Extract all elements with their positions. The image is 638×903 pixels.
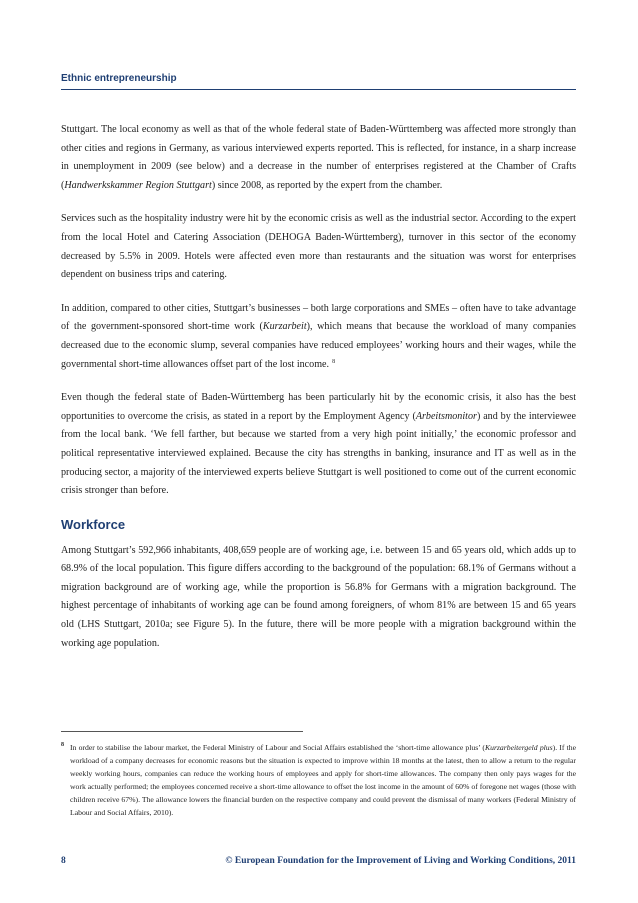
main-content: [61, 121, 576, 668]
paragraph-stuttgart-economy: Stuttgart. The local economy as well as that of the whole federal state of Baden-Württemberg was affected more strongly than other cities and regions in Germany, as various interviewed experts reported. This is reflected, for instance, in a sharp increase in unemployment in 2009 (see below) and a decrease in the number of enterprises registered at the Chamber of Crafts (Handwerkskammer Region Stuttgart) since 2008, as reported by the expert from the chamber.: [61, 124, 576, 191]
footnote: [61, 741, 576, 820]
running-header: [61, 68, 576, 90]
page-number: 8: [61, 856, 66, 866]
paragraph-services: Services such as the hospitality industry were hit by the economic crisis as well as the industrial sector. According to the expert from the local Hotel and Catering Association (DEHOGA Baden-Württemberg), turnover in this sector of the economy decreased by 5.5% in 2009. Hotels were affected even more than restaurants and the situation was worst for enterprises dependent on business trips and catering.: [61, 213, 576, 281]
footnote-reference[interactable]: 8: [332, 358, 336, 365]
paragraph-short-time-work: In addition, compared to other cities, Stuttgart’s businesses – both large corporations and SMEs – often have to take advantage of the government-sponsored short-time work (Kurzarbeit), which means that because the workload of many companies decreased due to the economic slump, several companies have reduced employees’ working hours and their wages, while the governmental short-time allowances offset part of the lost income. $^8$: [61, 302, 576, 370]
footnote-text: In order to stabilise the labour market, the Federal Ministry of Labour and Social Affairs established the ‘short-time allowance plus’ (Kurzarbeitergeld plus). If the workload of a company decreases for economic reasons but the situation is expected to improve within 18 months at the latest, then to allow a return to the regular weekly working hours, companies can reduce the working hours of employees and apply for short-time allowances. The company then only pays wages for the work actually performed; the employees concerned receive a short-time allowance to offset the lost income in the amount of 60% of foregone net wages (those with children receive 67%). The allowance lowers the financial burden on the respective company and could prevent the dismissal of many workers (Federal Ministry of Labour and Social Affairs, 2010).: [70, 743, 576, 818]
paragraph-recovery: Even though the federal state of Baden-Württemberg has been particularly hit by the economic crisis, it also has the best opportunities to overcome the crisis, as stated in a report by the Employment Agency (Arbeitsmonitor) and by the interviewee from the local bank. ‘We fell farther, but because we started from a very high point initially,’ the economic professor and political representative interviewed explained. Because the city has strengths in banking, insurance and IT as well as in the producing sector, a majority of the interviewed experts believe Stuttgart is well positioned to come out of the current economic crisis stronger than before.: [61, 392, 576, 497]
footnote-divider: [61, 731, 303, 732]
footnote-mark: 8: [61, 742, 64, 748]
paragraph-workforce: Among Stuttgart’s 592,966 inhabitants, 408,659 people are of working age, i.e. between 15 and 65 years old, which adds up to 68.9% of the local population. This figure differs according to the background of the population: 68.1% of Germans without a migration background are of working age, while the proportion is 56.8% for Germans with a migration background. The highest percentage of inhabitants of working age can be found among foreigners, of whom 81% are between 15 and 65 years old (LHS Stuttgart, 2010a; see Figure 5). In the future, there will be more people with a migration background within the working age population.: [61, 544, 576, 649]
section-heading-workforce: Workforce: [61, 516, 126, 532]
header-title: Ethnic entrepreneurship: [61, 73, 177, 84]
copyright-notice: © European Foundation for the Improvement of Living and Working Conditions, 2011: [225, 856, 576, 866]
